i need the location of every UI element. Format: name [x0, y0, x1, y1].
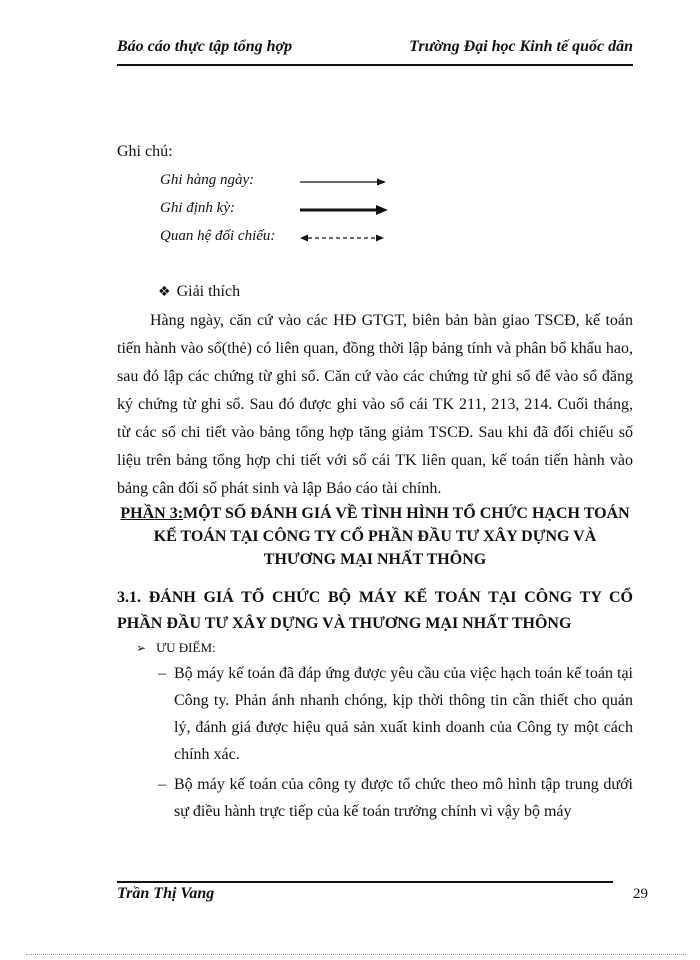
list-item	[158, 771, 633, 825]
footer-divider	[117, 881, 613, 883]
advantages-heading	[136, 640, 216, 656]
legend-daily	[160, 172, 254, 192]
arrow-bullet-icon: ➢	[136, 641, 147, 655]
legend-title: Ghi chú:	[117, 143, 173, 160]
part-title: MỘT SỐ ĐÁNH GIÁ VỀ TÌNH HÌNH TỔ CHỨC HẠCH TOÁN KẾ TOÁN TẠI CÔNG TY CỔ PHẦN ĐẦU TƯ XÂY DỰNG VÀ THƯƠNG MẠI NHẤT THÔNG	[153, 505, 630, 568]
explanation-title: Giải thích	[176, 283, 241, 300]
part-label: PHẦN 3:	[120, 505, 184, 522]
page-edge-divider	[26, 954, 686, 955]
list-item-text: Bộ máy kế toán của công ty được tổ chức theo mô hình tập trung dưới sự điều hành trực tiếp của kế toán trưởng chính vì vậy bộ máy	[174, 776, 633, 820]
header-university: Trường Đại học Kinh tế quốc dân	[409, 38, 633, 55]
legend-reconcile	[160, 228, 275, 248]
legend-reconcile-label: Quan hệ đối chiếu:	[160, 228, 276, 244]
dash-bullet-icon: –	[158, 665, 166, 682]
legend-periodic	[160, 200, 235, 220]
section-title: 3.1. ĐÁNH GIÁ TỔ CHỨC BỘ MÁY KẾ TOÁN TẠI CÔNG TY CỔ PHẦN ĐẦU TƯ XÂY DỰNG VÀ THƯƠNG MẠI NHẤT THÔNG	[117, 589, 633, 632]
footer-author: Trần Thị Vang	[117, 885, 215, 902]
list-item	[158, 660, 633, 768]
page-number: 29	[633, 886, 648, 902]
advantages-list	[158, 660, 633, 828]
legend-daily-label: Ghi hàng ngày:	[160, 172, 255, 188]
list-item-text: Bộ máy kế toán đã đáp ứng được yêu cầu của việc hạch toán kế toán tại Công ty. Phản ánh nhanh chóng, kịp thời thông tin cần thiết cho quản lý, đánh giá được hiệu quả sản xuất kinh doanh của Công ty một cách chính xác.	[174, 665, 633, 763]
explanation-text: Hàng ngày, căn cứ vào các HĐ GTGT, biên bản bàn giao TSCĐ, kế toán tiến hành vào sổ(thẻ) có liên quan, đồng thời lập bảng tính và phân bổ khấu hao, sau đó lập các chứng từ ghi sổ. Căn cứ vào các chứng từ ghi sổ để vào sổ đăng ký chứng từ ghi sổ. Sau đó được ghi vào sổ cái TK 211, 213, 214. Cuối tháng, từ các sổ chi tiết vào bảng tổng hợp tăng giảm TSCĐ. Sau khi đã đối chiếu số liệu trên bảng tổng hợp chi tiết với sổ cái TK liên quan, kế toán tiến hành vào bảng cân đối số phát sinh và lập Báo cáo tài chính.	[117, 312, 633, 497]
legend-periodic-label: Ghi định kỳ:	[160, 200, 235, 216]
explanation-paragraph	[117, 307, 633, 503]
diamond-bullet-icon: ❖	[158, 284, 171, 300]
dash-bullet-icon: –	[158, 776, 166, 793]
explanation-heading	[158, 283, 240, 301]
advantages-label: ƯU ĐIỂM:	[156, 640, 216, 655]
header-report-title: Báo cáo thực tập tổng hợp	[117, 38, 293, 55]
page-header	[117, 38, 633, 66]
part-heading	[117, 502, 633, 571]
